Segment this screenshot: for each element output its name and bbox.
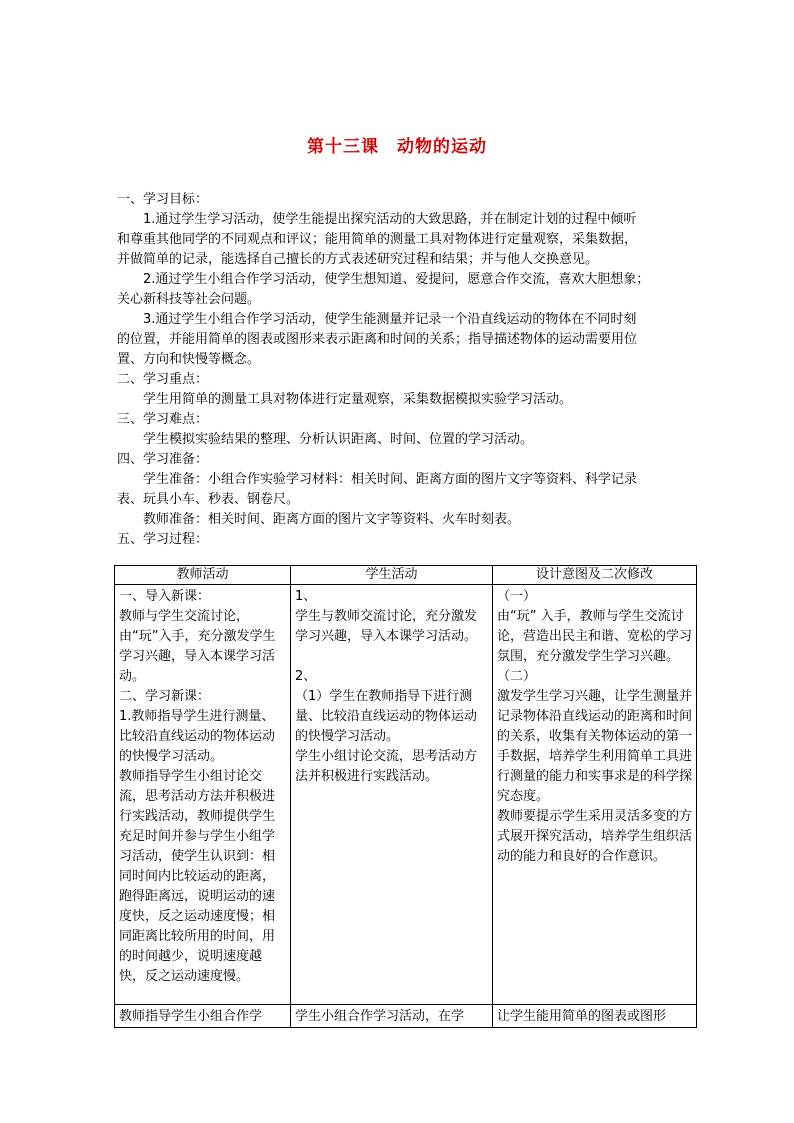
student-activity-cell <box>291 585 493 1005</box>
learning-process-table <box>114 565 697 1028</box>
teacher-activity-cell <box>115 585 291 1005</box>
teacher-item: 一、导入新课： <box>119 589 211 604</box>
design-item: 激发学生学习兴趣，让学生测量并记录物体沿直线运动的距离和时间的关系，收集有关物体运动的第一手数据，培养学生利用简单工具进行测量的能力和实事求是的科学探究态度。 <box>497 689 693 804</box>
difficulties-text: 学生模拟实验结果的整理、分析认识距离、时间、位置的学习活动。 <box>143 432 534 447</box>
student-item: 2、 <box>295 669 317 684</box>
student-activity-cell <box>291 1005 493 1028</box>
teacher-item: 二、学习新课： <box>119 689 211 704</box>
goal-1-line-3: 并做简单的记录，能选择自己擅长的方式表述研究过程和结果；并与他人交换意见。 <box>117 252 599 267</box>
design-item: （一） <box>497 589 537 604</box>
header-teacher-activity: 教师活动 <box>115 566 291 585</box>
header-student-activity: 学生活动 <box>291 566 493 585</box>
goal-1-line-1: 1.通过学生学习活动，使学生能提出探究活动的大致思路，并在制定计划的过程中倾听 <box>143 212 637 227</box>
goal-3-line-3: 置、方向和快慢等概念。 <box>117 352 261 367</box>
teacher-item: 1.教师指导学生进行测量、比较沿直线运动的物体运动的快慢学习活动。 <box>119 709 276 764</box>
student-item: 学生小组讨论交流，思考活动方法并积极进行实践活动。 <box>295 749 478 784</box>
table-row <box>115 585 697 1005</box>
page-title: 第十三课 动物的运动 <box>307 137 487 157</box>
document-body <box>117 190 677 550</box>
goal-3-line-2: 的位置，并能用简单的图表或图形来表示距离和时间的关系；指导描述物体的运动需要用位 <box>117 332 638 347</box>
goal-3-line-1: 3.通过学生小组合作学习活动，使学生能测量并记录一个沿直线运动的物体在不同时刻 <box>143 312 637 327</box>
goal-2-line-1: 2.通过学生小组合作学习活动，使学生想知道、爱提问，愿意合作交流，喜欢大胆想象； <box>143 272 650 287</box>
student-item: （1）学生在教师指导下进行测量、比较沿直线运动的物体运动的快慢学习活动。 <box>295 689 478 744</box>
design-item: 教师要提示学生采用灵活多变的方式展开探究活动，培养学生组织活动的能力和良好的合作意识。 <box>497 809 693 864</box>
teacher-prep: 教师准备：相关时间、距离方面的图片文字等资料、火车时刻表。 <box>143 512 521 527</box>
design-item: 由“玩” 入手，教师与学生交流讨论，营造出民主和谐、宽松的学习氛围，充分激发学生学习兴趣。 <box>497 609 693 664</box>
table-header-row <box>115 566 697 585</box>
student-prep-line-1: 学生准备：小组合作实验学习材料：相关时间、距离方面的图片文字等资料、科学记录 <box>143 472 638 487</box>
student-item: 学生小组合作学习活动，在学 <box>295 1009 465 1024</box>
section-heading-goals: 一、学习目标： <box>117 192 209 207</box>
teacher-item: 教师指导学生小组合作学 <box>119 1009 263 1024</box>
teacher-activity-cell <box>115 1005 291 1028</box>
design-intent-cell <box>493 1005 697 1028</box>
student-prep-line-2: 表、玩具小车、秒表、钢卷尺。 <box>117 492 300 507</box>
design-intent-cell <box>493 585 697 1005</box>
goal-2-line-2: 关心新科技等社会问题。 <box>117 292 261 307</box>
teacher-item: 教师指导学生小组讨论交流，思考活动方法并积极进行实践活动，教师提供学生充足时间并参与学生小组学习活动，使学生认识到：相同时间内比较运动的距离，跑得距离远，说明运动的速度快，反之运动速度慢；相同距离比较所用的时间，用的时间越少，说明速度越快，反之运动速度慢。 <box>119 769 276 984</box>
student-item: 学生与教师交流讨论，充分激发学习兴趣，导入本课学习活动。 <box>295 609 478 644</box>
student-item: 1、 <box>295 589 317 604</box>
section-heading-difficulties: 三、学习难点： <box>117 412 209 427</box>
design-item: 让学生能用简单的图表或图形 <box>497 1009 667 1024</box>
goal-1-line-2: 和尊重其他同学的不同观点和评议；能用简单的测量工具对物体进行定量观察，采集数据， <box>117 232 638 247</box>
table-row <box>115 1005 697 1028</box>
teacher-item: 教师与学生交流讨论，由“玩”入手，充分激发学生学习兴趣，导入本课学习活动。 <box>119 609 276 684</box>
header-design-intent: 设计意图及二次修改 <box>493 566 697 585</box>
key-points-text: 学生用简单的测量工具对物体进行定量观察，采集数据模拟实验学习活动。 <box>143 392 573 407</box>
section-heading-key-points: 二、学习重点： <box>117 372 209 387</box>
section-heading-process: 五、学习过程： <box>117 532 209 547</box>
section-heading-preparation: 四、学习准备： <box>117 452 209 467</box>
design-item: （二） <box>497 669 537 684</box>
